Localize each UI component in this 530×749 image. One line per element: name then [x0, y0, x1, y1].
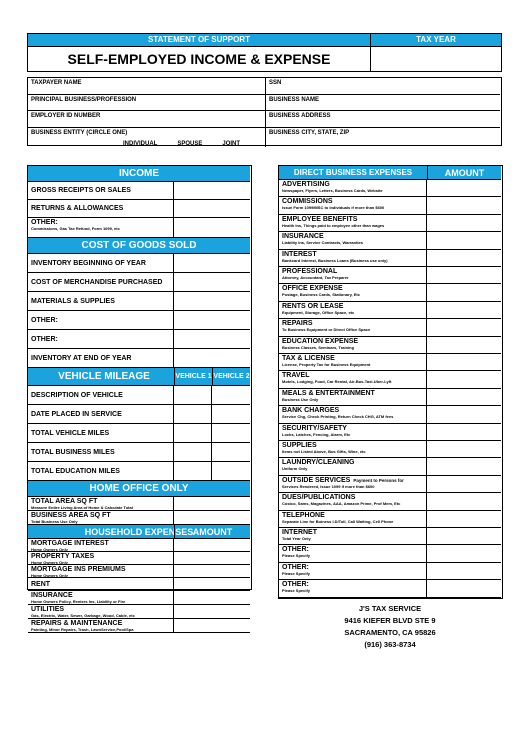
row-label: [279, 493, 427, 509]
statement-label: STATEMENT OF SUPPORT: [28, 34, 370, 46]
section-header: [28, 368, 250, 386]
table-row: [279, 441, 501, 458]
row-label-main: INTEREST: [282, 250, 317, 258]
address-line: J'S TAX SERVICE: [358, 604, 422, 613]
row-label-note: To Business Equipment or Direct Office Space: [282, 327, 371, 333]
row-label-text: INSURANCE: [31, 592, 73, 599]
table-row: [279, 389, 501, 406]
row-label-note: Attorney, Accountant, Tax Preparer: [282, 275, 349, 280]
row-label-main: LAUNDRY/CLEANING: [282, 459, 355, 467]
section-title: VEHICLE MILEAGE: [58, 371, 150, 382]
amount-input[interactable]: [174, 552, 250, 564]
row-label-note: Home Owners Policy, Renters Ins, Liability or Fire: [31, 599, 126, 604]
section-header: [28, 238, 250, 254]
row-label: [279, 545, 427, 561]
row-label-text: TOTAL VEHICLE MILES: [31, 429, 110, 437]
row-label: [279, 511, 427, 527]
table-row: [279, 197, 501, 214]
row-label-note: Locks, Latches, Fencing, Alarm, Etc: [282, 431, 351, 437]
row-label: [279, 441, 427, 457]
table-row: [28, 424, 250, 443]
row-label: [28, 200, 174, 217]
row-label-note: Business Classes, Seminars, Training: [282, 344, 355, 350]
row-label-text: [282, 233, 423, 240]
column-header: VEHICLE 2: [212, 368, 250, 385]
amount-input[interactable]: [174, 497, 250, 510]
table-row: [28, 552, 250, 565]
row-label: [28, 405, 174, 423]
amount-input[interactable]: [427, 215, 501, 231]
row-label-text: UTILITIES: [31, 606, 65, 613]
amount-input[interactable]: [174, 349, 250, 367]
row-label-text: MORTGAGE INTEREST: [31, 540, 109, 547]
row-label: [28, 578, 174, 590]
row-label-text: OTHER:: [31, 219, 58, 226]
row-label: [28, 497, 174, 510]
table-row: [279, 476, 501, 493]
row-label-note: Postage, Business Cards, Stationary, Etc: [282, 292, 360, 298]
table-row: [279, 302, 501, 319]
row-label-text: [282, 303, 423, 310]
section-title: HOUSEHOLD EXPENSES: [84, 527, 194, 537]
row-label: [279, 476, 427, 492]
direct-expense-table: [278, 165, 503, 599]
amount-input[interactable]: [427, 354, 501, 370]
row-label-note: Home Owners Only: [31, 573, 68, 577]
row-label: [28, 619, 174, 632]
row-label-text: RENT: [31, 580, 51, 588]
amount-input[interactable]: [427, 389, 501, 405]
table-row: [28, 386, 250, 405]
header-box: [27, 33, 502, 72]
row-label-note: Home Owners Only: [31, 560, 68, 564]
row-label-note: Items not Listed Above, Bus Gifts, Wine, etc: [282, 449, 366, 454]
row-label-note: Please Specify: [282, 553, 311, 559]
vehicle-1-input[interactable]: [174, 462, 212, 480]
row-label-text: INVENTORY AT END OF YEAR: [31, 354, 132, 362]
info-field-right[interactable]: BUSINESS CITY, STATE, ZIP: [269, 129, 350, 136]
table-row: [28, 405, 250, 424]
info-row: [28, 111, 500, 128]
table-row: [279, 406, 501, 423]
row-label-note: Total Year Only: [282, 536, 311, 541]
row-label-main: REPAIRS: [282, 320, 313, 328]
amount-input[interactable]: [427, 302, 501, 318]
table-row: [279, 371, 501, 388]
table-row: [279, 267, 501, 284]
row-label-text: [282, 581, 423, 588]
row-label-note: License, Property Tax for Business Equipment: [282, 362, 371, 367]
info-row: [28, 78, 500, 95]
row-label: [28, 539, 174, 551]
vehicle-1-input[interactable]: [174, 443, 212, 461]
row-label-main: OTHER:: [282, 581, 309, 589]
table-row: [279, 284, 501, 301]
vehicle-2-input[interactable]: [212, 443, 250, 461]
tax-year-field[interactable]: [370, 46, 501, 71]
row-label-main: OUTSIDE SERVICES: [282, 476, 351, 484]
row-label-main: INSURANCE: [282, 233, 324, 241]
amount-input[interactable]: [427, 528, 501, 544]
row-label-note: Separate Line for Buiness I.D/Toll, Call Waiting, Cell Phone: [282, 518, 394, 524]
row-label-text: OTHER:: [31, 316, 58, 324]
table-row: [28, 292, 250, 311]
row-label-text: GROSS RECEIPTS OR SALES: [31, 187, 131, 194]
info-field-right[interactable]: BUSINESS ADDRESS: [269, 113, 331, 119]
info-field-left[interactable]: PRINCIPAL BUSINESS/PROFESSION: [28, 95, 266, 111]
table-row: [28, 330, 250, 349]
row-label-text: TOTAL AREA SQ FT: [31, 498, 98, 505]
amount-input[interactable]: [427, 458, 501, 474]
row-label: [28, 591, 174, 604]
row-label-text: OTHER:: [31, 335, 58, 343]
amount-input[interactable]: [174, 565, 250, 577]
row-label-text: TOTAL BUSINESS MILES: [31, 448, 115, 456]
row-label-text: PROPERTY TAXES: [31, 553, 95, 560]
section-header: [28, 481, 250, 497]
amount-input[interactable]: [427, 180, 501, 196]
row-label-text: DATE PLACED IN SERVICE: [31, 410, 122, 418]
row-label-note: Equipment, Storage, Office Space, etc: [282, 309, 355, 315]
table-row: [28, 497, 250, 511]
address-line: 9416 KIEFER BLVD STE 9: [344, 616, 436, 625]
table-row: [28, 443, 250, 462]
row-label: [28, 605, 174, 618]
entity-options: [123, 141, 260, 147]
amount-input[interactable]: [427, 493, 501, 509]
amount-input[interactable]: [427, 371, 501, 387]
row-label-note: Home Owners Only: [31, 547, 68, 551]
vehicle-2-input[interactable]: [212, 462, 250, 480]
amount-input[interactable]: [427, 441, 501, 457]
vehicle-1-input[interactable]: [174, 424, 212, 442]
row-label-main: EMPLOYEE BENEFITS: [282, 215, 358, 223]
amount-input[interactable]: [174, 591, 250, 604]
table-row: [28, 565, 250, 578]
vehicle-2-input[interactable]: [212, 405, 250, 423]
column-header: VEHICLE 1: [174, 368, 212, 385]
row-label: [279, 389, 427, 405]
row-label: [279, 406, 427, 422]
row-label-text: MORTGAGE INS PREMIUMS: [31, 566, 126, 573]
amount-input[interactable]: [427, 232, 501, 248]
amount-input[interactable]: [174, 311, 250, 329]
row-label: [28, 311, 174, 329]
row-label-text: [282, 512, 423, 519]
vehicle-1-input[interactable]: [174, 386, 212, 404]
row-label-main: DUES/PUBLICATIONS: [282, 494, 356, 502]
row-label-text: [282, 564, 423, 571]
table-row: [279, 563, 501, 580]
row-label-main: BANK CHARGES: [282, 407, 340, 415]
row-label: [28, 330, 174, 348]
row-label-text: INVENTORY BEGINNING OF YEAR: [31, 259, 146, 267]
row-label-note: Bankcard Interest, Business Loans (Business use only): [282, 257, 388, 263]
row-label-text: [282, 546, 423, 553]
table-row: [28, 182, 250, 200]
row-label-text: COST OF MERCHANDISE PURCHASED: [31, 278, 163, 286]
left-expense-table: [27, 165, 252, 632]
row-label-main: INTERNET: [282, 529, 317, 536]
row-label: [279, 250, 427, 266]
row-label-note: Health Ins, Things paid to employee other than wages: [282, 222, 385, 228]
row-label-text: RETURNS & ALLOWANCES: [31, 205, 124, 212]
row-label-note: Total Business Use Only: [31, 519, 78, 524]
amount-input[interactable]: [174, 254, 250, 272]
row-label-inline-note: Payment to Persons for: [353, 477, 404, 483]
row-label: [28, 292, 174, 310]
row-label-note: Services Rendered, Issue 1099 if more than $600: [282, 483, 375, 489]
info-field-left[interactable]: TAXPAYER NAME: [28, 78, 266, 94]
row-label-text: [282, 198, 423, 205]
row-label-text: [282, 390, 423, 397]
table-row: [28, 591, 250, 605]
row-label-main: MEALS & ENTERTAINMENT: [282, 389, 375, 397]
row-label-text: MATERIALS & SUPPLIES: [31, 297, 115, 305]
row-label-note: Uniform Only: [282, 466, 308, 472]
amount-input[interactable]: [174, 273, 250, 291]
table-row: [279, 250, 501, 267]
taxpayer-info-table: [27, 77, 502, 146]
amount-input[interactable]: [174, 218, 250, 237]
row-label-main: PROFESSIONAL: [282, 268, 338, 275]
row-label: [28, 254, 174, 272]
table-row: [28, 511, 250, 525]
row-label-text: [282, 494, 423, 501]
info-field-left[interactable]: EMPLOYER ID NUMBER: [28, 111, 266, 127]
table-row: [279, 493, 501, 510]
row-label-main: OTHER:: [282, 546, 309, 554]
table-row: [279, 528, 501, 545]
row-label-note: Business Use Only: [282, 396, 319, 402]
row-label-main: ADVERTISING: [282, 181, 330, 188]
row-label-text: [282, 338, 423, 345]
amount-input[interactable]: [174, 182, 250, 199]
row-label: [28, 443, 174, 461]
table-row: [279, 354, 501, 371]
row-label-main: TELEPHONE: [282, 511, 325, 519]
row-label: [28, 349, 174, 367]
page-title: SELF-EMPLOYED INCOME & EXPENSE: [28, 46, 370, 71]
row-label-text: [282, 320, 423, 327]
row-label: [279, 563, 427, 579]
info-row: [28, 128, 500, 147]
amount-input[interactable]: [174, 200, 250, 217]
section-header: [28, 166, 250, 182]
row-label-text: DESCRIPTION OF VEHICLE: [31, 391, 123, 399]
row-label-main: OTHER:: [282, 563, 309, 571]
amount-input[interactable]: [174, 292, 250, 310]
tax-service-address: [300, 603, 480, 651]
row-label: [279, 319, 427, 335]
row-label-text: [282, 442, 423, 449]
row-label-note: Measure Entire Living Area of Home & Calculate Total: [31, 505, 133, 510]
table-row: [28, 273, 250, 292]
row-label: [279, 528, 427, 544]
amount-input[interactable]: [174, 578, 250, 590]
amount-input[interactable]: [427, 284, 501, 300]
row-label-note: Costco, Sams, Magazines, AAA, Amazon Prime, Prof Mem, Etc: [282, 501, 401, 507]
entity-option-joint[interactable]: JOINT: [222, 141, 241, 147]
amount-input[interactable]: [427, 267, 501, 283]
row-label: [279, 284, 427, 300]
row-label-text: [282, 181, 423, 188]
row-label-main: RENTS OR LEASE: [282, 302, 344, 310]
row-label-note: Motels, Lodging, Food, Car Rental, Air-Bus-Taxi-Uber-Lyft: [282, 379, 392, 385]
address-line: SACRAMENTO, CA 95826: [344, 628, 436, 637]
row-label-text: [282, 355, 423, 362]
column-header: AMOUNT: [174, 525, 250, 538]
row-label-text: [282, 372, 423, 379]
row-label-text: [282, 251, 423, 258]
amount-input[interactable]: [174, 511, 250, 524]
row-label-note: Liability Ins, Service Contracts, Warranties: [282, 240, 363, 246]
section-title: COST OF GOODS SOLD: [81, 240, 197, 251]
amount-input[interactable]: [174, 330, 250, 348]
row-label-main: EDUCATION EXPENSE: [282, 337, 359, 345]
row-label: [279, 232, 427, 248]
table-row: [28, 578, 250, 591]
row-label: [28, 462, 174, 480]
table-row: [28, 349, 250, 368]
table-row: [279, 319, 501, 336]
row-label-note: Commissions, Gas Tax Refund, Form 1099, etc: [31, 226, 120, 231]
table-row: [28, 605, 250, 619]
info-field-right[interactable]: BUSINESS NAME: [269, 96, 320, 103]
row-label: [279, 354, 427, 370]
section-header: [28, 525, 250, 539]
table-row: [279, 458, 501, 475]
amount-input[interactable]: [427, 476, 501, 492]
amount-input[interactable]: [427, 545, 501, 561]
row-label: [28, 552, 174, 564]
row-label: [28, 182, 174, 199]
row-label: [28, 565, 174, 577]
row-label: [279, 302, 427, 318]
section-title: DIRECT BUSINESS EXPENSES: [293, 168, 413, 177]
amount-input[interactable]: [427, 580, 501, 596]
row-label: [28, 273, 174, 291]
row-label: [28, 511, 174, 524]
amount-input[interactable]: [174, 539, 250, 551]
amount-input[interactable]: [427, 319, 501, 335]
entity-option-individual[interactable]: INDIVIDUAL: [123, 141, 158, 147]
row-label-text: [282, 268, 423, 275]
row-label-note: Gas, Electric, Water, Sewer, Garbage, Wood, Cable, etc: [31, 613, 135, 618]
table-row: [279, 215, 501, 232]
row-label-text: [282, 529, 423, 536]
row-label-note: Issue Form 1099MISC to Individuals if more than $600: [282, 205, 385, 211]
row-label-main: COMMISSIONS: [282, 198, 333, 206]
tax-year-label: TAX YEAR: [370, 34, 501, 46]
table-row: [279, 580, 501, 597]
row-label: [279, 458, 427, 474]
section-header: [279, 166, 501, 180]
info-field-right[interactable]: SSN: [269, 80, 282, 86]
column-header: AMOUNT: [427, 166, 501, 179]
row-label-main: TAX & LICENSE: [282, 355, 335, 362]
row-label-main: TRAVEL: [282, 372, 310, 380]
entity-option-spouse[interactable]: SPOUSE: [177, 141, 203, 147]
table-row: [279, 232, 501, 249]
amount-input[interactable]: [427, 250, 501, 266]
row-label: [279, 580, 427, 596]
row-label-main: OFFICE EXPENSE: [282, 285, 343, 293]
row-label-text: [282, 459, 423, 466]
row-label-text: [282, 216, 423, 223]
row-label-note: Please Specify: [282, 588, 311, 594]
row-label-text: [282, 477, 423, 484]
row-label-text: [282, 285, 423, 292]
row-label: [279, 371, 427, 387]
row-label-text: REPAIRS & MAINTENANCE: [31, 620, 123, 627]
row-label: [279, 267, 427, 283]
row-label-note: Please Specify: [282, 570, 311, 576]
table-row: [28, 539, 250, 552]
row-label: [279, 424, 427, 440]
row-label-text: TOTAL EDUCATION MILES: [31, 467, 120, 475]
table-row: [279, 545, 501, 562]
row-label-main: SECURITY/SAFETY: [282, 424, 347, 432]
row-label: [279, 197, 427, 213]
table-row: [28, 619, 250, 633]
section-title: INCOME: [119, 168, 159, 179]
table-row: [28, 462, 250, 481]
info-field-left[interactable]: BUSINESS ENTITY (CIRCLE ONE): [28, 128, 266, 147]
amount-input[interactable]: [427, 337, 501, 353]
table-row: [28, 311, 250, 330]
row-label: [28, 386, 174, 404]
row-label: [279, 337, 427, 353]
row-label-text: [282, 407, 423, 414]
amount-input[interactable]: [427, 511, 501, 527]
row-label: [28, 424, 174, 442]
vehicle-2-input[interactable]: [212, 424, 250, 442]
row-label-note: Painting, Minor Repairs, Trash, LawnService,Pool/Spa: [31, 627, 134, 632]
table-row: [279, 511, 501, 528]
table-row: [279, 180, 501, 197]
amount-input[interactable]: [427, 424, 501, 440]
vehicle-1-input[interactable]: [174, 405, 212, 423]
row-label: [28, 218, 174, 237]
row-label: [279, 180, 427, 196]
section-title: HOME OFFICE ONLY: [89, 483, 189, 494]
row-label-text: [282, 425, 423, 432]
amount-input[interactable]: [174, 619, 250, 632]
amount-input[interactable]: [427, 406, 501, 422]
row-label-note: Newspaper, Flyers, Letters, Business Cards, Website: [282, 188, 383, 193]
address-line: (916) 363-8734: [364, 640, 416, 649]
table-row: [28, 218, 250, 238]
row-label: [279, 215, 427, 231]
table-row: [279, 337, 501, 354]
row-label-main: SUPPLIES: [282, 442, 317, 449]
info-row: [28, 95, 500, 112]
amount-input[interactable]: [427, 197, 501, 213]
vehicle-2-input[interactable]: [212, 386, 250, 404]
row-label-note: Service Chg, Check Printing, Return Check CHG, ATM fees: [282, 414, 394, 420]
row-label-text: BUSINESS AREA SQ FT: [31, 512, 111, 519]
table-row: [279, 424, 501, 441]
table-row: [28, 254, 250, 273]
amount-input[interactable]: [174, 605, 250, 618]
amount-input[interactable]: [427, 563, 501, 579]
table-row: [28, 200, 250, 218]
